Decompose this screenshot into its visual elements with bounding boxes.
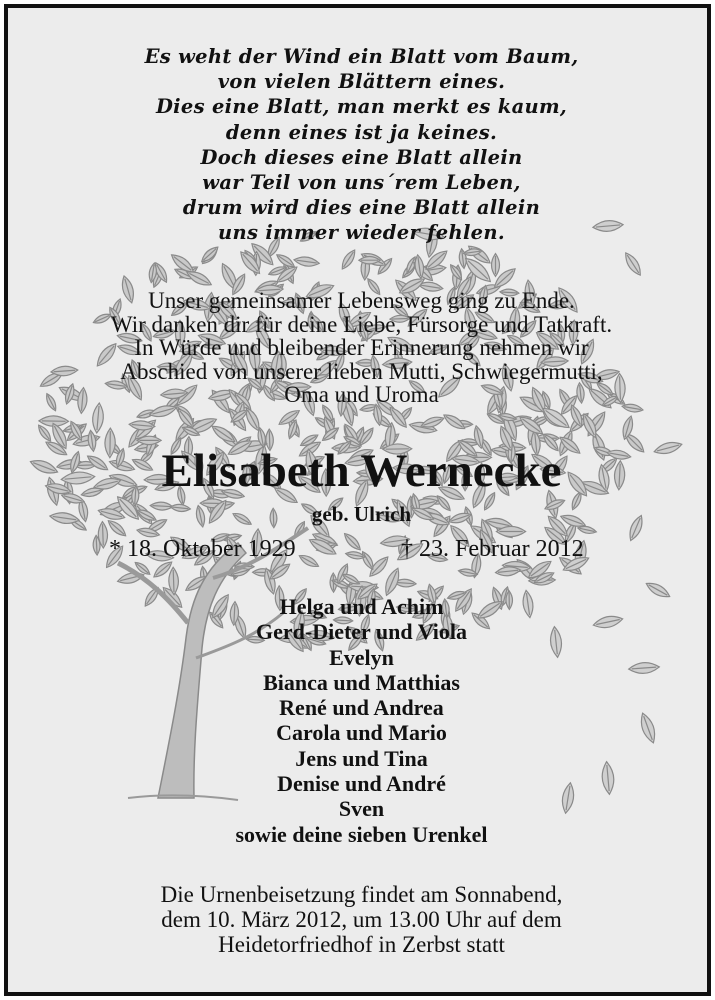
leaf-icon <box>210 422 238 445</box>
deceased-name: Elisabeth Wernecke <box>161 445 562 497</box>
leaf-icon <box>91 403 104 434</box>
intro-line: Abschied von unserer lieben Mutti, Schwiegermutti, <box>120 358 603 384</box>
birth-date: * 18. Oktober 1929 <box>109 536 296 562</box>
poem-line: uns immer wieder fehlen. <box>218 221 505 245</box>
poem-line: denn eines ist ja keines. <box>225 120 498 144</box>
mourner-entry: Gerd-Dieter und Viola <box>255 619 468 645</box>
poem-line: Es weht der Wind ein Blatt vom Baum, <box>144 45 579 68</box>
funeral-info <box>8 882 711 957</box>
mourner-entry: Evelyn <box>329 644 394 670</box>
leaf-icon <box>622 250 644 277</box>
maiden-name: geb. Ulrich <box>311 502 412 526</box>
poem <box>8 44 711 246</box>
leaf-icon <box>297 552 320 569</box>
poem-line: Doch dieses eine Blatt allein <box>200 145 523 169</box>
funeral-line: Heidetorfriedhof in Zerbst statt <box>218 932 505 957</box>
mourners-list <box>8 594 711 847</box>
intro-line: In Würde und bleibender Erinnerung nehmen wir <box>134 335 589 361</box>
intro-line: Unser gemeinsamer Lebensweg ging zu Ende. <box>148 288 575 313</box>
leaf-icon <box>360 550 376 571</box>
intro-line: Oma und Uroma <box>284 382 439 408</box>
death-date: † 23. Februar 2012 <box>401 536 584 562</box>
leaf-icon <box>339 248 358 271</box>
mourner-entry: Carola und Mario <box>276 720 447 746</box>
leaf-icon <box>342 531 363 553</box>
leaf-icon <box>492 254 500 277</box>
mourner-entry: sowie deine sieben Urenkel <box>235 821 488 847</box>
leaf-icon <box>293 255 319 267</box>
poem-line: von vielen Blättern eines. <box>217 70 506 94</box>
intro-line: Wir danken dir für deine Liebe, Fürsorge und Tatkraft. <box>110 311 613 337</box>
mourner-entry: Helga und Achim <box>279 594 444 619</box>
obituary-notice <box>4 4 711 996</box>
mourner-entry: Bianca und Matthias <box>263 669 460 695</box>
intro-text <box>8 289 711 407</box>
funeral-line: dem 10. März 2012, um 13.00 Uhr auf dem <box>161 907 562 932</box>
mourner-entry: Denise und André <box>277 771 446 797</box>
poem-line: war Teil von uns´rem Leben, <box>202 171 521 195</box>
funeral-line: Die Urnenbeisetzung findet am Sonnabend, <box>160 882 563 907</box>
poem-line: drum wird dies eine Blatt allein <box>182 196 541 220</box>
mourner-entry: René und Andrea <box>279 695 444 721</box>
mourner-entry: Sven <box>338 796 385 822</box>
mourner-entry: Jens und Tina <box>295 745 428 771</box>
poem-line: Dies eine Blatt, man merkt es kaum, <box>155 95 568 119</box>
